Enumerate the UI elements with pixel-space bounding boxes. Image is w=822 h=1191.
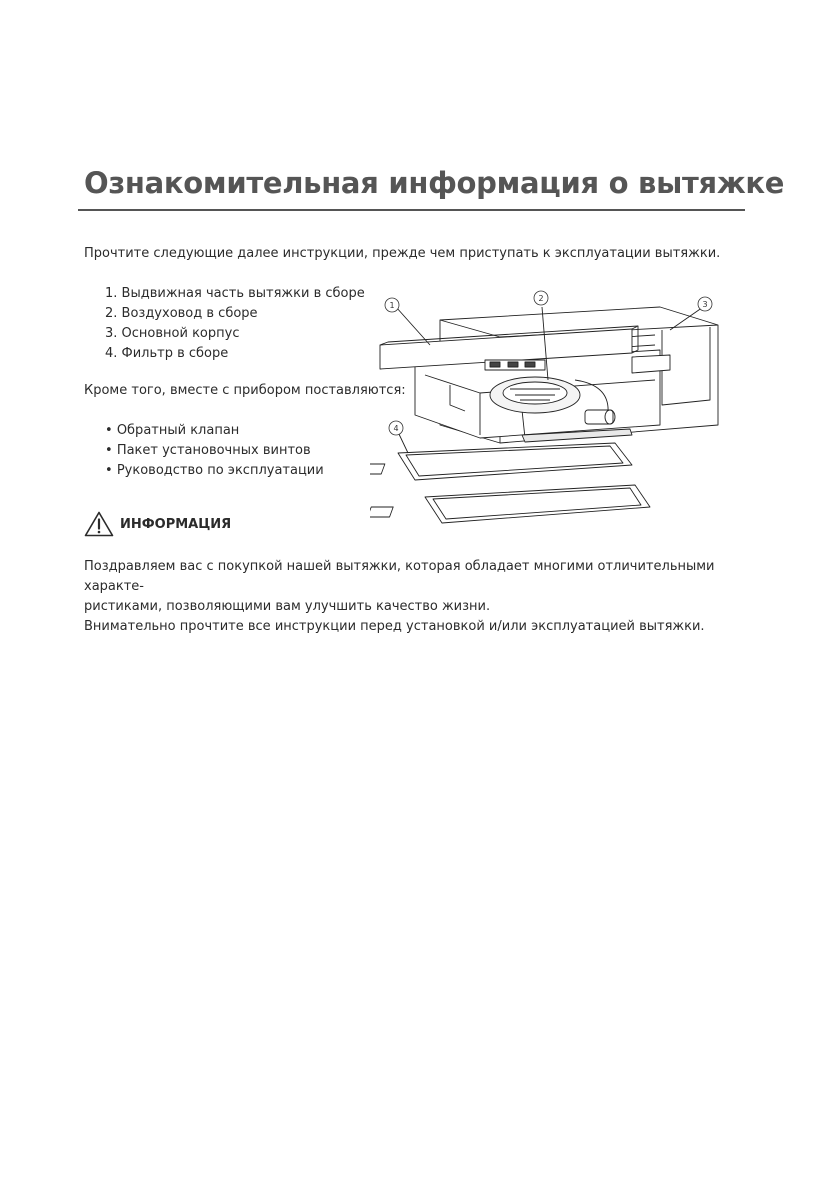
callout-label: 2	[538, 294, 544, 303]
parts-list	[105, 284, 365, 364]
accessories-heading: Кроме того, вместе с прибором поставляются:	[84, 383, 406, 398]
callout-1	[385, 298, 399, 312]
congrats-text	[84, 557, 746, 637]
info-header	[84, 510, 231, 538]
intro-text: Прочтите следующие далее инструкции, прежде чем приступать к эксплуатации вытяжки.	[84, 246, 721, 261]
callout-label: 1	[389, 301, 395, 310]
info-line: Поздравляем вас с покупкой нашей вытяжки, которая обладает многими отличительными характе-	[84, 559, 715, 594]
title-divider	[78, 209, 745, 211]
callout-4	[389, 421, 403, 435]
info-line: ристиками, позволяющими вам улучшить качество жизни.	[84, 599, 491, 614]
list-item: • Обратный клапан	[105, 421, 324, 441]
accessories-list	[105, 421, 324, 481]
list-item: • Пакет установочных винтов	[105, 441, 324, 461]
list-item: 1. Выдвижная часть вытяжки в сборе	[105, 286, 365, 301]
info-line: Внимательно прочтите все инструкции перед установкой и/или эксплуатацией вытяжки.	[84, 619, 705, 634]
list-item: 4. Фильтр в сборе	[105, 346, 229, 361]
list-item: • Руководство по эксплуатации	[105, 461, 324, 481]
info-label: ИНФОРМАЦИЯ	[120, 516, 232, 532]
callout-3	[698, 297, 712, 311]
callout-label: 3	[702, 300, 708, 309]
page-title: Ознакомительная информация о вытяжке	[84, 166, 785, 200]
callout-label: 4	[393, 424, 399, 433]
list-item: 2. Воздуховод в сборе	[105, 306, 258, 321]
warning-triangle-icon	[84, 511, 114, 537]
callout-2	[534, 291, 548, 305]
list-item: 3. Основной корпус	[105, 326, 240, 341]
range-hood-diagram	[370, 285, 740, 540]
filter-assembly	[370, 443, 650, 523]
